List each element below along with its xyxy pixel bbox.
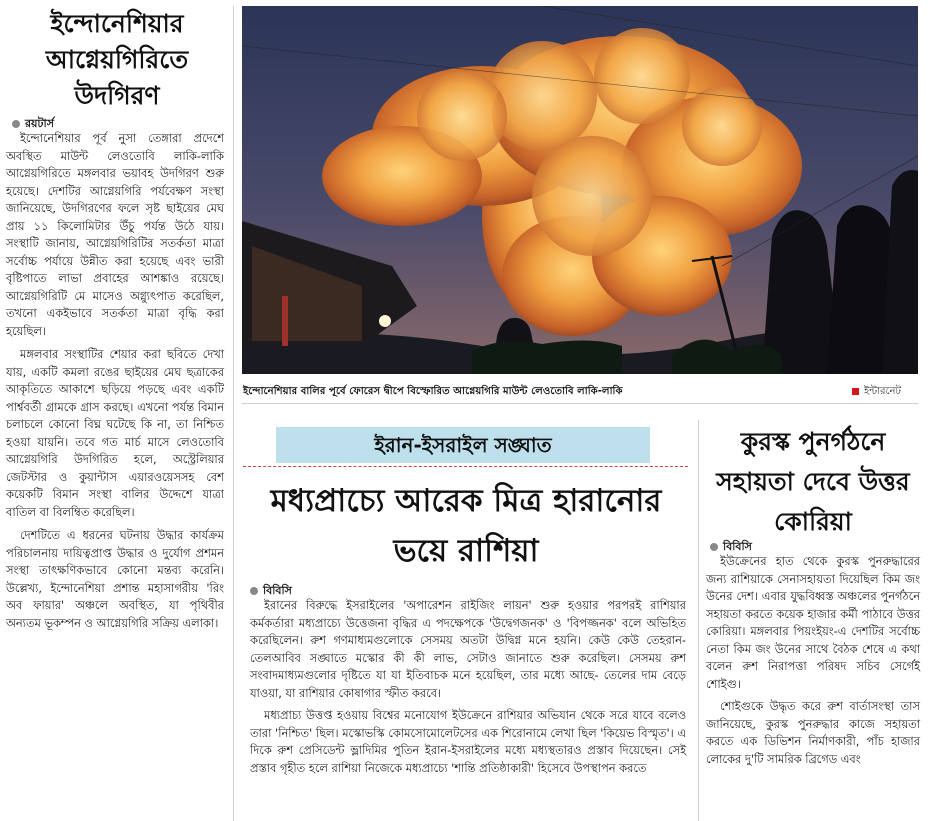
bullet-icon	[710, 543, 718, 551]
volcano-eruption-image	[242, 6, 918, 374]
credit-square-icon	[852, 388, 859, 395]
left-paragraph-1: ইন্দোনেশিয়ার পূর্ব নুসা তেঙ্গারা প্রদেশে অবস্থিত মাউন্ট লেওতোবি লাকি-লাকি আগ্নেয়গিরিতে মঙ্গলবার ভয়াবহ উদগিরণ শুরু হয়েছে। দেশটির আগ্নেয়গিরি পর্যবেক্ষণ সংস্থা জানিয়েছে, উদগিরণের ফলে সৃষ্ট ছাইয়ের মেঘ প্রায় ১১ কিলোমিটার উঁচু পর্যন্ত উঠে যায়। সংস্থাটি জানায়, আগ্নেয়গিরিটির সতর্কতা মাত্রা সর্বোচ্চ পর্যায়ে উন্নীত করা হয়েছে এবং ভারী বৃষ্টিপাতে লাভা প্রবাহের আশঙ্কাও রয়েছে। আগ্নেয়গিরিটি মে মাসেও অগ্ন্যুৎপাত করেছিল, তখনো একইভাবে সতর্কতা মাত্রা বৃদ্ধি করা হয়েছিল।	[6, 131, 224, 338]
left-byline-text: রয়টার্স	[25, 117, 54, 130]
column-divider	[698, 420, 699, 821]
column-divider	[233, 6, 234, 821]
photo-caption: ইন্দোনেশিয়ার বালির পূর্বে ফোরেস দ্বীপে বিস্ফোরিত আগ্নেয়গিরি মাউন্ট লেওতোবি লাকি-লাকি	[243, 386, 623, 397]
photo-credit-text: ইন্টারনেট	[864, 386, 901, 397]
left-article	[0, 0, 230, 821]
right-article-headline: কুরস্ক পুনর্গঠনে সহায়তা দেবে উত্তর কোরিয়া	[716, 427, 910, 536]
left-paragraph-3: দেশটিতে এ ধরনের ঘটনায় উদ্ধার কার্যক্রম পরিচালনায় দায়িত্বপ্রাপ্ত উদ্ধার ও দুর্যোগ প্রশমন সংস্থা তাৎক্ষণিকভাবে কোনো মন্তব্য করেনি। উল্লেখ্য, ইন্দোনেশিয়া প্রশান্ত মহাসাগরীয় 'রিং অব ফায়ার' অঞ্চলে অবস্থিত, যা পৃথিবীর অন্যতম ভূকম্পন ও আগ্নেয়গিরি সক্রিয় এলাকা।	[6, 528, 224, 630]
bullet-icon	[250, 587, 258, 595]
left-paragraph-2: মঙ্গলবার সংস্থাটির শেয়ার করা ছবিতে দেখা যায়, একটি কমলা রঙের ছাইয়ের মেঘ ছত্রাকের আকৃতিতে আকাশে ছড়িয়ে পড়ছে এবং একটি পার্শ্ববর্তী গ্রামকে গ্রাস করছে। এখনো পর্যন্ত বিমান চলাচলে কোনো বিঘ্ন ঘটেছে কি না, তা নিশ্চিত হওয়া যায়নি। তবে গত মার্চ মাসে লেওতোবি আগ্নেয়গিরি উদগিরিত হলে, অস্ট্রেলিয়ার জেটস্টার ও কুয়ান্টাস এয়ারওয়েসসহ বেশ কয়েকটি বিমান সংস্থা বালির উদ্দেশে যাত্রা বাতিল বা বিলম্বিত করেছিল।	[6, 347, 224, 519]
right-paragraph-1: ইউক্রেনের হাত থেকে কুরস্ক পুনরুদ্ধারের জন্য রাশিয়াকে সেনাসহায়তা দিয়েছিল কিম জং উনের দেশ। এবার যুদ্ধবিধ্বস্ত অঞ্চলের পুনর্গঠনে সহায়তা করতে কয়েক হাজার কর্মী পাঠাবে উত্তর কোরিয়া। মঙ্গলবার পিয়ংইয়ং-এ দেশটির সর্বোচ্চ নেতা কিম জং উনের সাথে বৈঠক শেষে এ কথা বলেন রুশ নিরাপত্তা পরিষদ সচিব সের্গেই শোইগু।	[706, 554, 920, 691]
right-paragraph-2: শোইগুকে উদ্ধৃত করে রুশ বার্তাসংস্থা তাস জানিয়েছে, কুরস্ক পুনরুদ্ধার কাজে সহায়তা করতে এক ডিভিশন নির্মাণকারী, পাঁচ হাজার লোকের দু'টি সামরিক ব্রিগেড এবং	[706, 699, 920, 766]
volcano-photo	[242, 6, 918, 374]
story-kicker: ইরান-ইসরাইল সঙ্ঘাত	[276, 427, 650, 463]
right-article-body	[706, 553, 920, 773]
middle-paragraph-2: মধ্যপ্রাচ্য উত্তপ্ত হওয়ায় বিশ্বের মনোযোগ ইউক্রেনে রাশিয়ার অভিযান থেকে সরে যাবে বলেও তারা 'নিশ্চিত' ছিল। মস্কোভস্কি কোমসোমোলেটসের এক শিরোনামে লেখা ছিল 'কিয়েভ বিস্মৃত'। এ দিকে রুশ প্রেসিডেন্ট ভ্লাদিমির পুতিন ইরান-ইসরাইলের মধ্যে মধ্যস্থতারও প্রস্তাব দিয়েছেন। সেই প্রস্তাব গৃহীত হলে রাশিয়া নিজেকে মধ্যপ্রাচ্যে 'শান্তি প্রতিষ্ঠাকারী' হিসেবে উপস্থাপন করতে	[250, 708, 686, 775]
caption-divider	[242, 403, 918, 404]
photo-credit	[852, 384, 901, 401]
kicker-divider	[243, 466, 688, 467]
middle-paragraph-1: ইরানের বিরুদ্ধে ইসরাইলের 'অপারেশন রাইজিং লায়ন' শুরু হওয়ার পরপরই রাশিয়ার কর্মকর্তারা মধ্যপ্রাচ্যে উত্তেজনা বৃদ্ধির এ পদক্ষেপকে 'উদ্বেগজনক' ও 'বিপজ্জনক' বলে অভিহিত করেছিলেন। রুশ গণমাধ্যমগুলোকে সেসময় অতটা উদ্বিগ্ন মনে হয়নি। কেউ কেউ তেহরান-তেলআবিব সঙ্ঘাতে মস্কোর কী কী লাভ, সেটাও জানাতে শুরু করেছিল। সেসময় রুশ সংবাদমাধ্যমগুলোর দৃষ্টিতে যা যা ইতিবাচক মনে হয়েছিল, তার মধ্যে আছে- তেলের দাম বেড়ে যাওয়া, যা রাশিয়ার কোষাগার স্ফীত করবে।	[250, 598, 686, 700]
mid-byline-text: বিবিসি	[263, 584, 292, 597]
bullet-icon	[12, 120, 20, 128]
left-article-body	[6, 130, 224, 638]
middle-article-body	[250, 597, 686, 782]
middle-article-headline: মধ্যপ্রাচ্যে আরেক মিত্র হারানোর ভয়ে রাশিয়া	[270, 483, 662, 569]
right-byline-text: বিবিসি	[723, 540, 752, 553]
left-article-headline: ইন্দোনেশিয়ার আগ্নেয়গিরিতে উদগিরণ	[45, 9, 189, 110]
